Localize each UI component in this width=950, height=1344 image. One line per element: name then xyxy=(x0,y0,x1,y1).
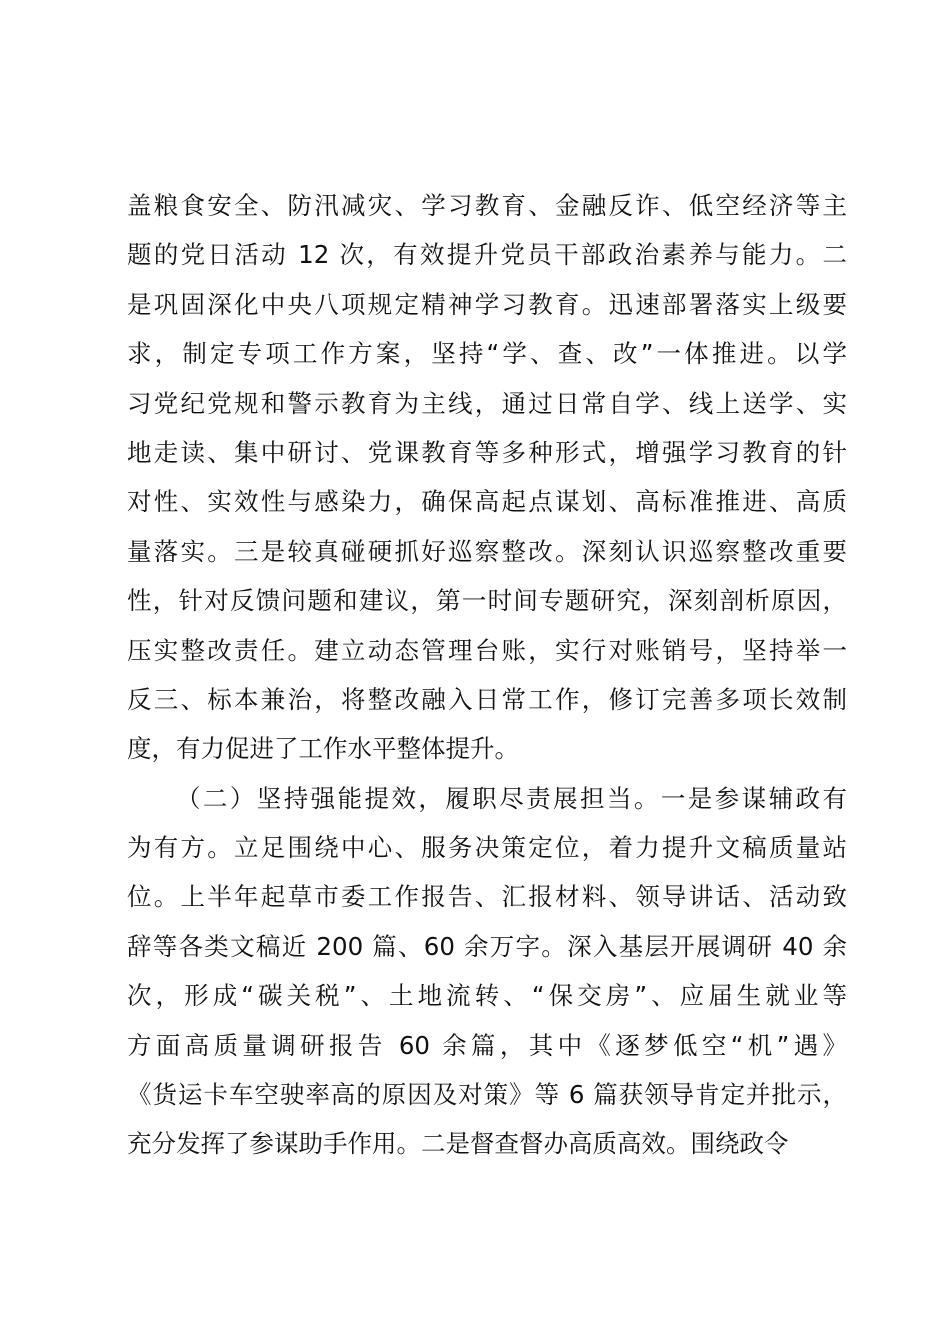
text-line: 对性、实效性与感染力，确保高起点谋划、高标准推进、高质 xyxy=(127,487,847,517)
text-line: 《货运卡车空驶率高的原因及对策》等 6 篇获领导肯定并批示， xyxy=(127,1080,847,1110)
text-line: 题的党日活动 12 次，有效提升党员干部政治素养与能力。二 xyxy=(127,240,847,270)
text-line: 反三、标本兼治，将整改融入日常工作，修订完善多项长效制 xyxy=(127,684,847,714)
text-line: 为有方。立足围绕中心、服务决策定位，着力提升文稿质量站 xyxy=(127,833,847,863)
text-line: 量落实。三是较真碰硬抓好巡察整改。深刻认识巡察整改重要 xyxy=(127,536,847,566)
text-line: 充分发挥了参谋助手作用。二是督查督办高质高效。围绕政令 xyxy=(127,1129,789,1159)
text-line: 辞等各类文稿近 200 篇、60 余万字。深入基层开展调研 40 余 xyxy=(127,931,847,961)
text-line: 求，制定专项工作方案，坚持“学、查、改”一体推进。以学 xyxy=(127,339,847,369)
text-line: 次，形成“碳关税”、土地流转、“保交房”、应届生就业等 xyxy=(127,981,847,1011)
text-line: 位。上半年起草市委工作报告、汇报材料、领导讲话、活动致 xyxy=(127,882,847,912)
body-text xyxy=(127,181,847,1169)
text-line: 度，有力促进了工作水平整体提升。 xyxy=(127,734,519,764)
text-line: 习党纪党规和警示教育为主线，通过日常自学、线上送学、实 xyxy=(127,388,847,418)
text-line: 性，针对反馈问题和建议，第一时间专题研究，深刻剖析原因， xyxy=(127,586,847,616)
text-line: （二）坚持强能提效，履职尽责展担当。一是参谋辅政有 xyxy=(176,783,847,813)
text-line: 地走读、集中研讨、党课教育等多种形式，增强学习教育的针 xyxy=(127,437,847,467)
text-line: 盖粮食安全、防汛减灾、学习教育、金融反诈、低空经济等主 xyxy=(127,191,847,220)
text-line: 压实整改责任。建立动态管理台账，实行对账销号，坚持举一 xyxy=(127,635,847,665)
text-line: 是巩固深化中央八项规定精神学习教育。迅速部署落实上级要 xyxy=(127,289,847,319)
text-line: 方面高质量调研报告 60 余篇，其中《逐梦低空“机”遇》 xyxy=(127,1030,847,1060)
